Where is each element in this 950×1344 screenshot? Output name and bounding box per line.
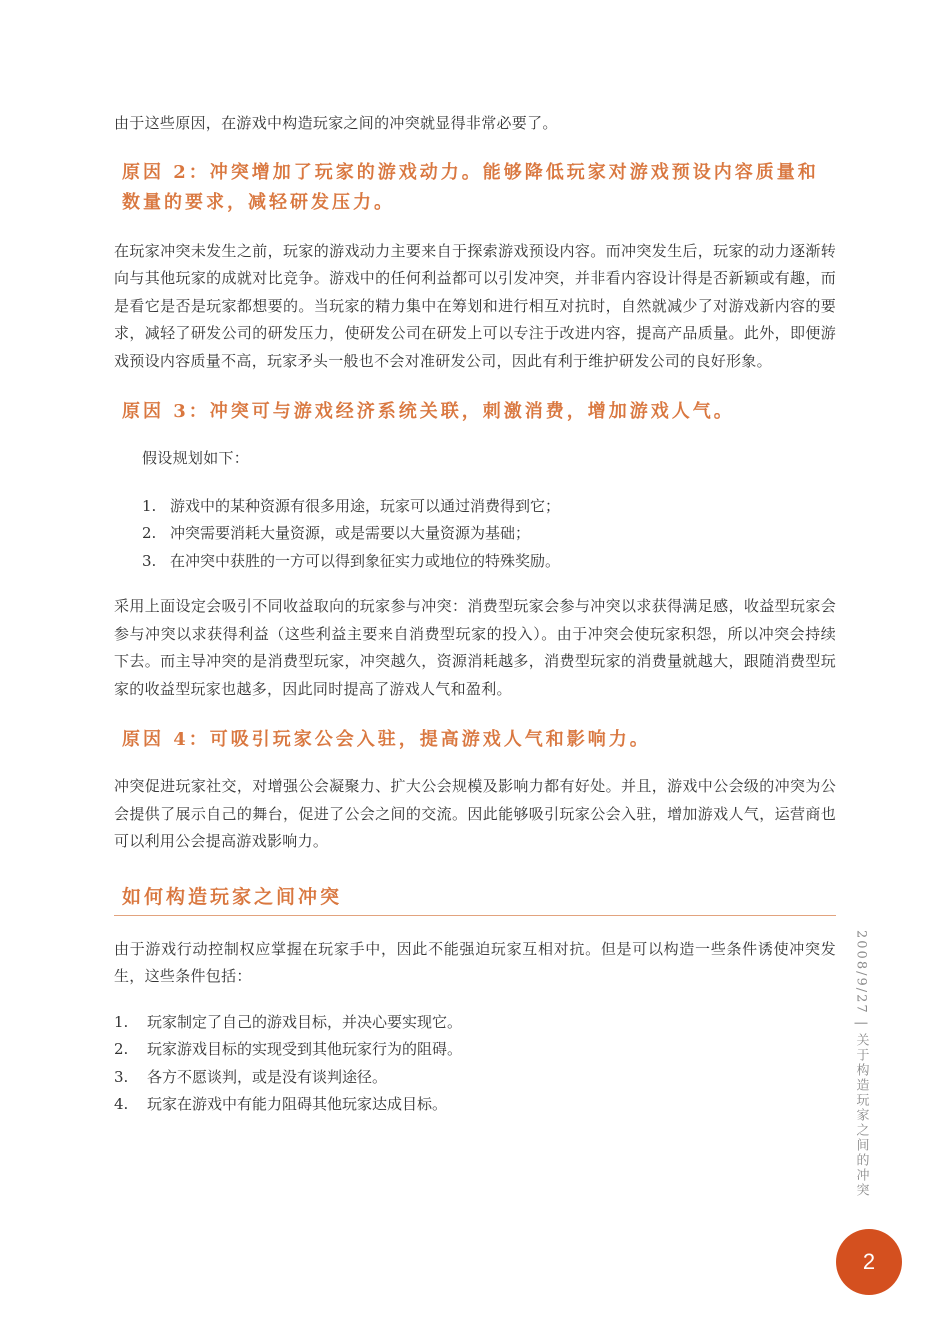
list-text: 游戏中的某种资源有很多用途，玩家可以通过消费得到它； <box>170 496 561 515</box>
assumption-list <box>114 493 836 576</box>
list-text: 玩家游戏目标的实现受到其他玩家行为的阻碍。 <box>147 1040 463 1058</box>
list-item <box>114 1064 836 1092</box>
list-item <box>114 1009 836 1037</box>
reason-3-paragraph: 采用上面设定会吸引不同收益取向的玩家参与冲突：消费型玩家会参与冲突以求获得满足感，收益型玩家会参与冲突以求获得利益（这些利益主要来自消费型玩家的投入）。由于冲突会使玩家积怨，所以冲突会持续下去。而主导冲突的是消费型玩家，冲突越久，资源消耗越多，消费型玩家的消费量就越大，跟随消费型玩家的收益型玩家也越多，因此同时提高了游戏人气和盈利。 <box>114 597 836 698</box>
list-item <box>114 1036 836 1064</box>
list-item <box>142 520 836 548</box>
document-date: 2008/9/27 <box>853 930 869 1015</box>
list-number: 1. <box>142 496 157 515</box>
list-number: 2. <box>142 524 157 542</box>
list-text: 玩家制定了自己的游戏目标，并决心要实现它。 <box>147 1012 463 1031</box>
list-text: 冲突需要消耗大量资源，或是需要以大量资源为基础； <box>170 524 531 542</box>
list-number: 2. <box>114 1040 129 1058</box>
condition-list <box>114 1009 836 1119</box>
reason-3-heading: 原因 3：冲突可与游戏经济系统关联，刺激消费，增加游戏人气。 <box>122 401 735 422</box>
header-separator: | <box>853 1020 869 1028</box>
list-item <box>142 548 836 576</box>
list-number: 4. <box>114 1095 129 1113</box>
list-text: 在冲突中获胜的一方可以得到象征实力或地位的特殊奖励。 <box>170 551 561 570</box>
reason-2-paragraph: 在玩家冲突未发生之前，玩家的游戏动力主要来自于探索游戏预设内容。而冲突发生后，玩家的动力逐渐转向与其他玩家的成就对比竞争。游戏中的任何利益都可以引发冲突，并非看内容设计得是否新颖或有趣，而是看它是否是玩家都想要的。当玩家的精力集中在筹划和进行相互对抗时，自然就减少了对游戏新内容的要求，减轻了研发公司的研发压力，使研发公司在研发上可以专注于改进内容，提高产品质量。此外，即便游戏预设内容质量不高，玩家矛头一般也不会对准研发公司，因此有利于维护研发公司的良好形象。 <box>114 241 836 370</box>
document-page <box>114 110 836 1119</box>
assumption-line: 假设规划如下： <box>142 449 250 467</box>
side-running-header <box>846 930 876 1220</box>
list-item <box>114 1091 836 1119</box>
page-number-badge: 2 <box>836 1229 902 1295</box>
list-number: 3. <box>114 1067 129 1086</box>
list-text: 玩家在游戏中有能力阻碍其他玩家达成目标。 <box>147 1095 448 1113</box>
list-text: 各方不愿谈判，或是没有谈判途径。 <box>147 1067 388 1086</box>
reason-4-paragraph: 冲突促进玩家社交，对增强公会凝聚力、扩大公会规模及影响力都有好处。并且，游戏中公会级的冲突为公会提供了展示自己的舞台，促进了公会之间的交流。因此能够吸引玩家公会入驻，增加游戏人气，运营商也可以利用公会提高游戏影响力。 <box>114 777 836 850</box>
reason-4-heading: 原因 4：可吸引玩家公会入驻，提高游戏人气和影响力。 <box>122 729 651 750</box>
reason-2-heading: 原因 2：冲突增加了玩家的游戏动力。能够降低玩家对游戏预设内容质量和数量的要求，减轻研发压力。 <box>122 161 819 213</box>
list-item <box>142 493 836 521</box>
list-number: 3. <box>142 551 157 570</box>
section-title: 如何构造玩家之间冲突 <box>114 882 836 916</box>
section-paragraph: 由于游戏行动控制权应掌握在玩家手中，因此不能强迫玩家互相对抗。但是可以构造一些条件诱使冲突发生，这些条件包括： <box>114 939 836 985</box>
intro-paragraph: 由于这些原因，在游戏中构造玩家之间的冲突就显得非常必要了。 <box>114 114 558 132</box>
document-title: 关于构造玩家之间的冲突 <box>853 1033 869 1199</box>
list-number: 1. <box>114 1012 129 1031</box>
